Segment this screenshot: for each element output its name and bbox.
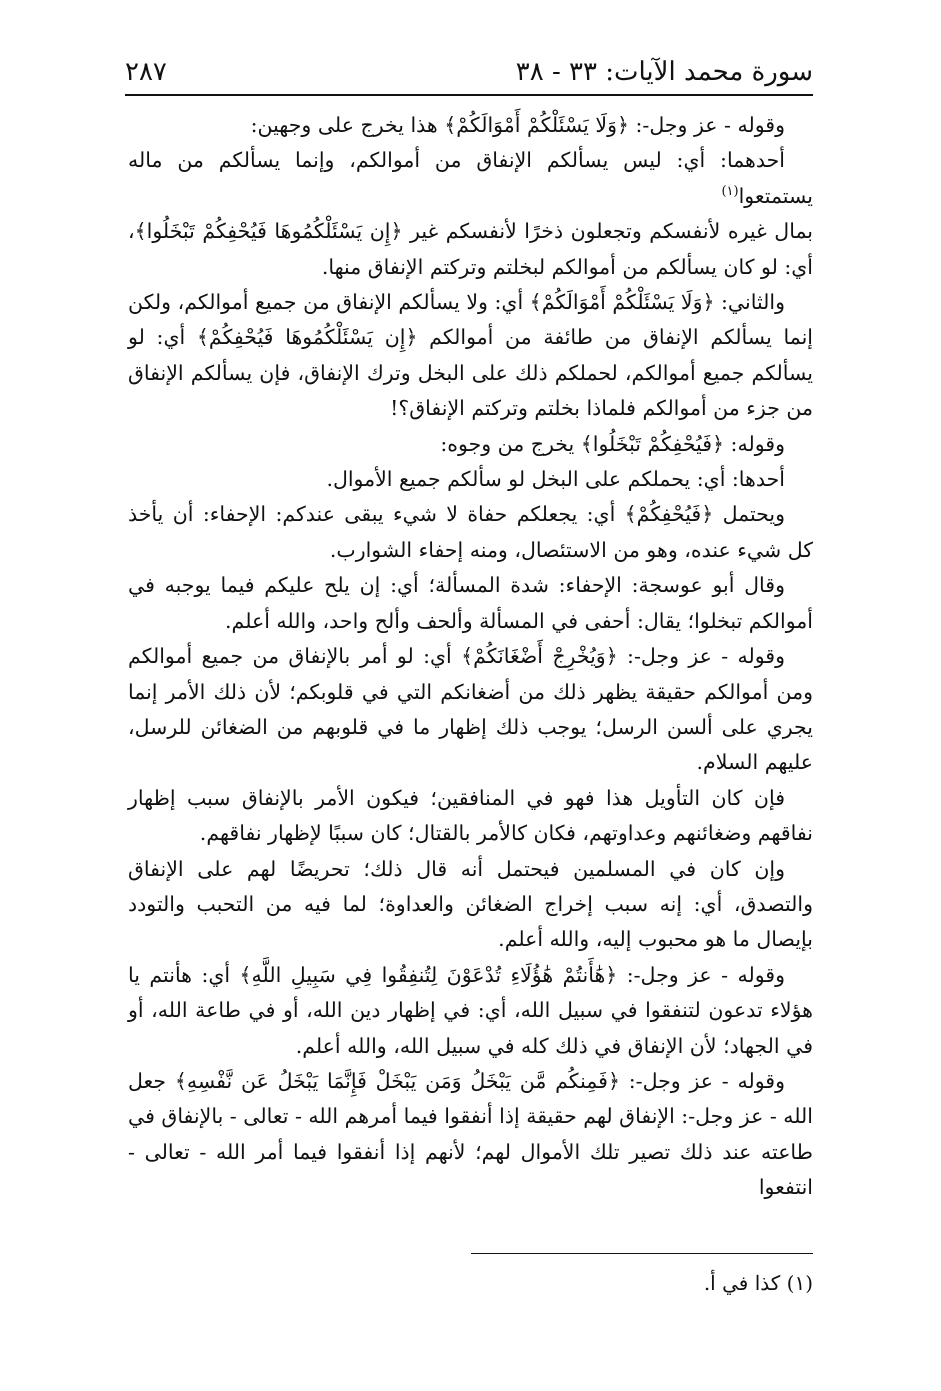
- running-header: [125, 52, 813, 96]
- paragraph: أحدها: أي: يحملكم على البخل لو سألكم جميع الأموال.: [326, 467, 785, 492]
- paragraph: والثاني: ﴿وَلَا يَسْئَلْكُمْ أَمْوَالَكُمْ﴾ أي: ولا يسألكم الإنفاق من جميع أموالكم، ولكن إنما يسألكم الإنفاق من طائفة من أموالكم ﴿إِن يَسْئَلْكُمُوهَا فَيُحْفِكُمْ﴾ أي: لو يسألكم جميع أموالكم، لحملكم ذلك على البخل وترك الإنفاق، فإن يسألكم الإنفاق من جزء من أموالكم فلماذا بخلتم وتركتم الإنفاق؟!: [128, 290, 813, 421]
- paragraph: وقوله: ﴿فَيُحْفِكُمْ تَبْخَلُوا﴾ يخرج من وجوه:: [440, 431, 785, 456]
- paragraph: فإن كان التأويل هذا فهو في المنافقين؛ فيكون الأمر بالإنفاق سبب إظهار نفاقهم وضغائنهم وعداوتهم، فكان كالأمر بالقتال؛ كان سببًا لإظهار نفاقهم.: [128, 785, 813, 846]
- page-number: ٢٨٧: [125, 57, 167, 87]
- paragraph: وإن كان في المسلمين فيحتمل أنه قال ذلك؛ تحريضًا لهم على الإنفاق والتصدق، أي: إنه سبب إخراج الضغائن والعداوة؛ لما فيه من التحبب والتودد بإيصال ما هو محبوب إليه، والله أعلم.: [128, 856, 813, 952]
- paragraph: بمال غيره لأنفسكم وتجعلون ذخرًا لأنفسكم غير ﴿إِن يَسْئَلْكُمُوهَا فَيُحْفِكُمْ تَبْخَلُوا﴾، أي: لو كان يسألكم من أموالكم لبخلتم وتركتم الإنفاق منها.: [128, 219, 813, 279]
- main-text: [128, 108, 813, 1206]
- footnote-separator: [471, 1253, 813, 1254]
- paragraph: وقوله - عز وجل-: ﴿وَلَا يَسْئَلْكُمْ أَمْوَالَكُمْ﴾ هذا يخرج على وجهين:: [250, 113, 785, 137]
- paragraph: وقوله - عز وجل-: ﴿هَٰأَنتُمْ هَٰؤُلَاءِ تُدْعَوْنَ لِتُنفِقُوا فِي سَبِيلِ اللَّهِ﴾ أي: هأنتم يا هؤلاء تدعون لتنفقوا في سبيل الله، أي: في إظهار دين الله، أو في طاعة الله، أو في الجهاد؛ لأن الإنفاق في ذلك كله في سبيل الله، والله أعلم.: [128, 962, 813, 1058]
- footnote: (١) كذا في أ.: [703, 1271, 813, 1295]
- paragraph: وقوله - عز وجل-: ﴿وَيُخْرِجْ أَضْغَانَكُمْ﴾ أي: لو أمر بالإنفاق من جميع أموالكم ومن أموالكم حقيقة يظهر ذلك من أضغانكم التي في قلوبكم؛ لأن ذلك الأمر إنما يجري على ألسن الرسل؛ يوجب ذلك إظهار ما في قلوبهم من الضغائن للرسل، عليهم السلام.: [128, 644, 813, 775]
- paragraph-text: أحدهما: أي: ليس يسألكم الإنفاق من أموالكم، وإنما يسألكم من ماله يستمتعوا: [128, 148, 813, 208]
- paragraph: وقال أبو عوسجة: الإحفاء: شدة المسألة؛ أي: إن يلح عليكم فيما يوجبه في أموالكم تبخلوا؛ يقال: أحفى في المسألة وألحف وألح واحد، والله أعلم.: [128, 573, 813, 633]
- surah-title: سورة محمد الآيات: ٣٣ - ٣٨: [515, 57, 813, 87]
- paragraph: ويحتمل ﴿فَيُحْفِكُمْ﴾ أي: يجعلكم حفاة لا شيء يبقى عندكم: الإحفاء: أن يأخذ كل شيء عنده، وهو من الاستئصال، ومنه إحفاء الشوارب.: [128, 502, 813, 562]
- paragraph: وقوله - عز وجل-: ﴿فَمِنكُم مَّن يَبْخَلُ وَمَن يَبْخَلْ فَإِنَّمَا يَبْخَلُ عَن نَّفْسِهِ﴾ جعل الله - عز وجل-: الإنفاق لهم حقيقة إذا أنفقوا فيما أمرهم الله - تعالى - بالإنفاق في طاعته عند ذلك تصير تلك الأموال لهم؛ لأنهم إذا أنفقوا فيما أمر الله - تعالى - انتفعوا: [128, 1068, 813, 1200]
- footnote-reference: (١): [721, 183, 739, 199]
- paragraph: [128, 143, 813, 214]
